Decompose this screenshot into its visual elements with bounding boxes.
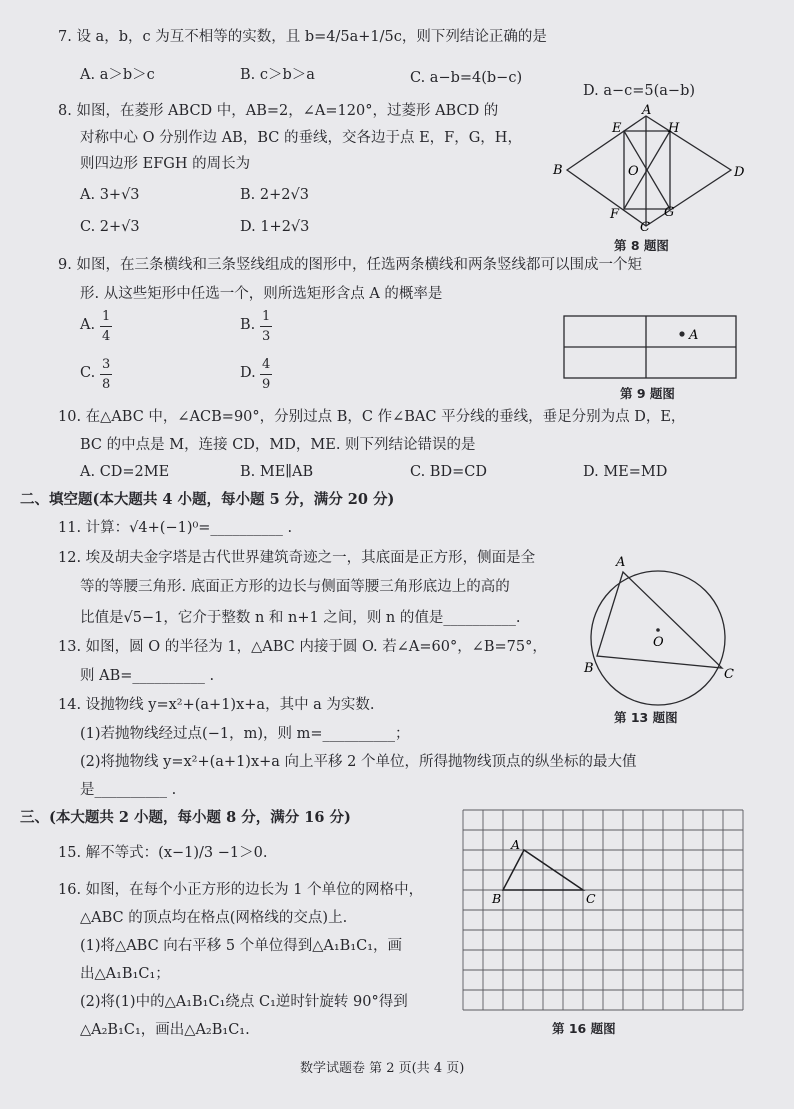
- rhombus-label-o: O: [628, 164, 639, 179]
- q10-option-d: D. ME=MD: [583, 464, 668, 480]
- q8-stem-line2: 对称中心 O 分别作边 AB，BC 的垂线，交各边于点 E，F，G，H，: [80, 130, 522, 146]
- q8-option-b: B. 2+2√3: [240, 187, 309, 203]
- q16-line5: (2)将(1)中的△A₁B₁C₁绕点 C₁逆时针旋转 90°得到: [80, 994, 408, 1010]
- q9-option-c-num: 3: [102, 357, 111, 372]
- q8-option-a: A. 3+√3: [80, 187, 140, 203]
- q16-line4: 出△A₁B₁C₁；: [80, 966, 170, 982]
- q9-option-c-letter: C.: [80, 365, 96, 381]
- q10-option-b: B. ME∥AB: [240, 464, 314, 480]
- q7-option-b: B. c＞b＞a: [240, 67, 315, 83]
- q14-line2: (1)若抛物线经过点(−1，m)，则 m=__________；: [80, 726, 410, 742]
- lattice-label-a: A: [511, 837, 521, 852]
- q9-caption: 第 9 题图: [620, 386, 675, 401]
- q8-option-d: D. 1+2√3: [240, 219, 310, 235]
- q8-stem-line1: 8. 如图，在菱形 ABCD 中，AB=2，∠A=120°，过菱形 ABCD 的: [58, 103, 499, 119]
- q14-line1: 14. 设抛物线 y=x²+(a+1)x+a，其中 a 为实数.: [58, 697, 375, 713]
- q9-option-d-letter: D.: [240, 365, 256, 381]
- q9-option-b-letter: B.: [240, 317, 256, 333]
- grid-point-a-label: A: [689, 328, 699, 343]
- section3-heading: 三、(本大题共 2 小题，每小题 8 分，满分 16 分): [20, 809, 351, 826]
- q9-option-b-num: 1: [262, 309, 271, 324]
- lattice-grid-figure: [462, 806, 744, 1016]
- q13-line1: 13. 如图，圆 O 的半径为 1，△ABC 内接于圆 O. 若∠A=60°，∠B=75°，: [58, 639, 547, 655]
- q13-line2: 则 AB=__________ .: [80, 668, 215, 684]
- q7-option-c: C. a−b=4(b−c): [410, 70, 523, 86]
- q16-line2: △ABC 的顶点均在格点(网格线的交点)上.: [80, 910, 348, 926]
- rhombus-label-a: A: [642, 104, 652, 118]
- q9-option-a-letter: A.: [80, 317, 96, 333]
- q9-option-b-bar: [260, 326, 272, 327]
- lattice-label-c: C: [586, 891, 596, 906]
- q7-option-a: A. a＞b＞c: [80, 67, 155, 83]
- q9-option-a-bar: [100, 326, 112, 327]
- q10-stem-line1: 10. 在△ABC 中，∠ACB=90°，分别过点 B，C 作∠BAC 平分线的垂线，垂足分别为点 D，E，: [58, 409, 686, 425]
- q9-stem-line2: 形. 从这些矩形中任选一个，则所选矩形含点 A 的概率是: [80, 286, 443, 302]
- q9-option-c-bar: [100, 374, 112, 375]
- rhombus-label-g: G: [664, 205, 675, 220]
- q8-option-c: C. 2+√3: [80, 219, 140, 235]
- rhombus-label-f: F: [610, 207, 620, 222]
- q13-caption: 第 13 题图: [614, 710, 678, 725]
- q9-option-b-den: 3: [262, 329, 271, 344]
- q16-line1: 16. 如图，在每个小正方形的边长为 1 个单位的网格中，: [58, 882, 424, 898]
- q8-caption: 第 8 题图: [614, 238, 669, 253]
- q11-text: 11. 计算：√4+(−1)⁰=__________ .: [58, 520, 293, 536]
- q12-line1: 12. 埃及胡夫金字塔是古代世界建筑奇迹之一，其底面是正方形，侧面是全: [58, 550, 536, 566]
- q14-line3: (2)将抛物线 y=x²+(a+1)x+a 向上平移 2 个单位，所得抛物线顶点的纵坐标的最大值: [80, 754, 637, 770]
- circle-label-a: A: [616, 555, 626, 570]
- q16-line3: (1)将△ABC 向右平移 5 个单位得到△A₁B₁C₁，画: [80, 938, 403, 954]
- q9-option-c-den: 8: [102, 377, 111, 392]
- rhombus-label-d: D: [734, 165, 745, 180]
- section2-heading: 二、填空题(本大题共 4 小题，每小题 5 分，满分 20 分): [20, 491, 395, 508]
- page-footer: 数学试题卷 第 2 页(共 4 页): [300, 1061, 465, 1076]
- q9-option-a-num: 1: [102, 309, 111, 324]
- q16-caption: 第 16 题图: [552, 1021, 616, 1036]
- q9-option-a-den: 4: [102, 329, 111, 344]
- q14-line4: 是__________ .: [80, 782, 177, 798]
- q10-option-a: A. CD=2ME: [80, 464, 170, 480]
- q7-option-d: D. a−c=5(a−b): [583, 83, 696, 99]
- q15-text: 15. 解不等式：(x−1)/3 −1＞0.: [58, 845, 268, 861]
- q8-stem-line3: 则四边形 EFGH 的周长为: [80, 156, 251, 172]
- q10-stem-line2: BC 的中点是 M，连接 CD，MD，ME. 则下列结论错误的是: [80, 437, 476, 453]
- circle-triangle-figure: [578, 548, 748, 708]
- circle-label-o: O: [653, 635, 664, 650]
- rhombus-label-e: E: [612, 121, 622, 136]
- q7-stem: 7. 设 a，b，c 为互不相等的实数，且 b=4/5a+1/5c，则下列结论正确的是: [58, 29, 547, 45]
- q9-stem-line1: 9. 如图，在三条横线和三条竖线组成的图形中，任选两条横线和两条竖线都可以围成一个矩: [58, 257, 642, 273]
- rhombus-label-h: H: [668, 121, 680, 136]
- q12-line3: 比值是√5−1，它介于整数 n 和 n+1 之间，则 n 的值是__________.: [80, 610, 521, 626]
- q16-line6: △A₂B₁C₁，画出△A₂B₁C₁.: [80, 1022, 250, 1038]
- circle-label-b: B: [584, 661, 594, 676]
- q10-option-c: C. BD=CD: [410, 464, 487, 480]
- rhombus-label-b: B: [553, 163, 563, 178]
- q9-option-d-den: 9: [262, 377, 271, 392]
- q12-line2: 等的等腰三角形. 底面正方形的边长与侧面等腰三角形底边上的高的: [80, 579, 510, 595]
- q9-option-d-num: 4: [262, 357, 271, 372]
- circle-label-c: C: [724, 667, 734, 682]
- lattice-label-b: B: [492, 891, 502, 906]
- rhombus-label-c: C: [640, 220, 650, 234]
- grid-rectangle-figure: [560, 312, 740, 382]
- q9-option-d-bar: [260, 374, 272, 375]
- rhombus-figure: [548, 104, 748, 234]
